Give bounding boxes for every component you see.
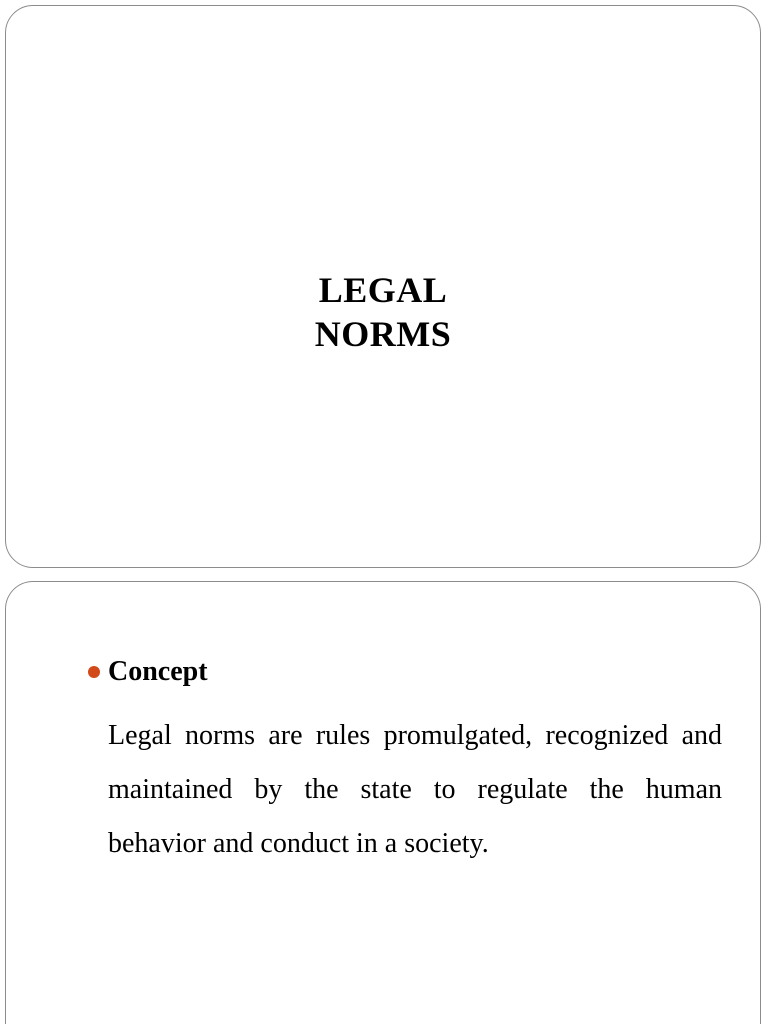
slide-title xyxy=(6,268,760,356)
concept-body-text: Legal norms are rules promulgated, recognized and maintained by the state to regulate the human behavior and conduct in a society. xyxy=(108,720,722,859)
bullet-dot-icon xyxy=(88,666,100,678)
title-line-1: LEGAL xyxy=(318,270,448,310)
title-line-2: NORMS xyxy=(314,314,452,354)
content-slide xyxy=(5,581,761,1024)
bullet-heading-row xyxy=(88,654,208,690)
bullet-heading: Concept xyxy=(108,656,208,687)
title-slide xyxy=(5,5,761,568)
